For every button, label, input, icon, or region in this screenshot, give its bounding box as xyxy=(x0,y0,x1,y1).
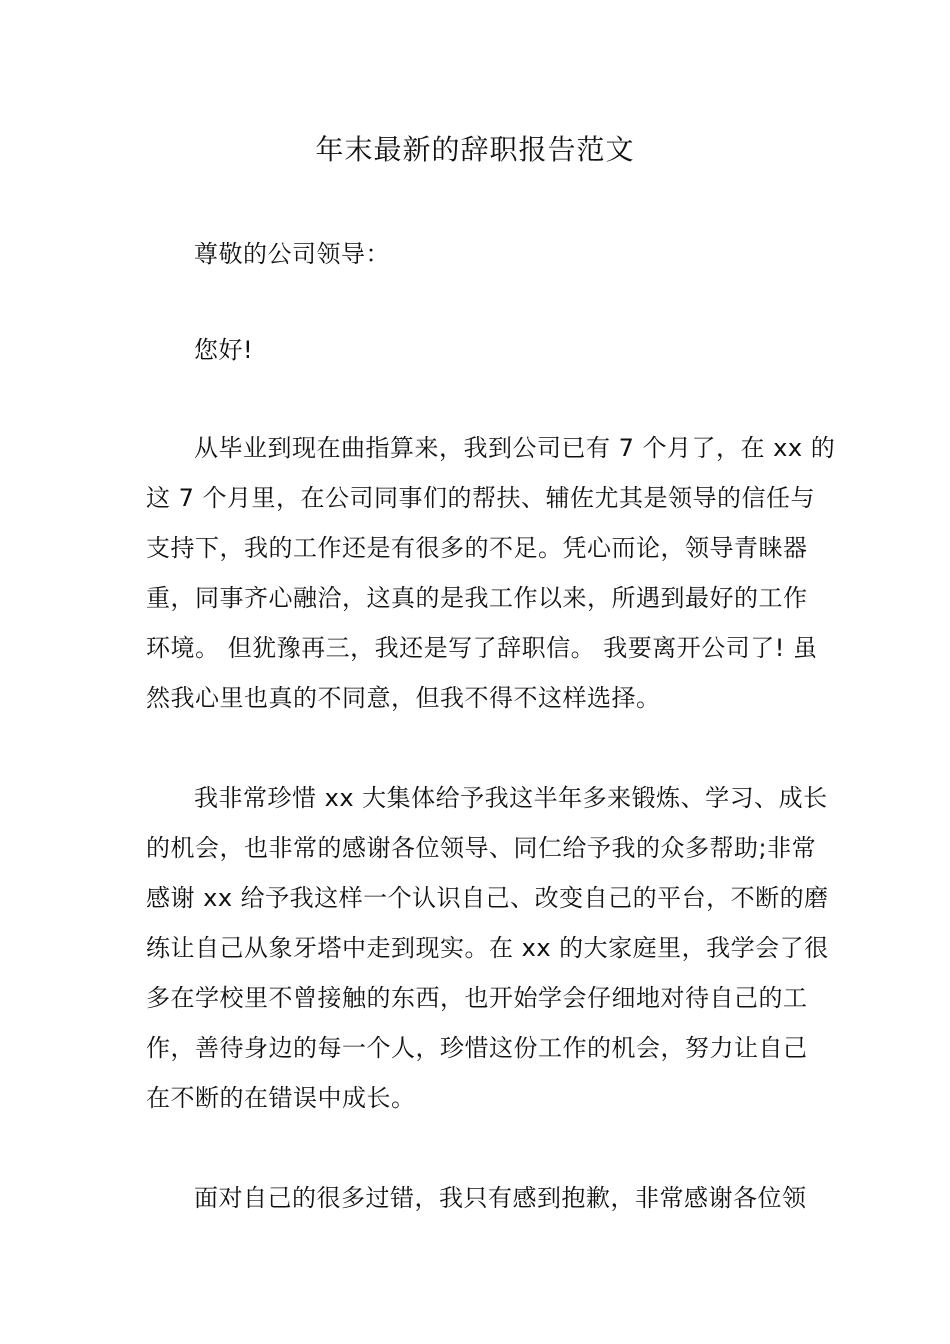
paragraph-2-line: 练让自己从象牙塔中走到现实。在 xx 的大家庭里，我学会了很 xyxy=(146,934,829,962)
paragraph-1-line: 重，同事齐心融洽，这真的是我工作以来，所遇到最好的工作 xyxy=(146,584,808,612)
paragraph-1-line: 从毕业到现在曲指算来，我到公司已有 7 个月了，在 xx 的 xyxy=(194,434,836,462)
paragraph-2-line: 在不断的在错误中成长。 xyxy=(146,1084,416,1112)
paragraph-1-line: 支持下，我的工作还是有很多的不足。凭心而论，领导青睐器 xyxy=(146,534,808,562)
paragraph-1-line: 这 7 个月里，在公司同事们的帮扶、辅佐尤其是领导的信任与 xyxy=(146,484,816,512)
salutation: 尊敬的公司领导： xyxy=(194,240,390,268)
paragraph-2-line: 作，善待身边的每一个人，珍惜这份工作的机会，努力让自己 xyxy=(146,1034,808,1062)
document-title: 年末最新的辞职报告范文 xyxy=(315,133,635,166)
paragraph-3-line: 面对自己的很多过错，我只有感到抱歉，非常感谢各位领 xyxy=(194,1184,807,1212)
paragraph-2-line: 的机会，也非常的感谢各位领导、同仁给予我的众多帮助;非常 xyxy=(146,834,817,862)
paragraph-2-line: 感谢 xx 给予我这样一个认识自己、改变自己的平台，不断的磨 xyxy=(146,884,829,912)
paragraph-1-line: 然我心里也真的不同意，但我不得不这样选择。 xyxy=(146,684,661,712)
greeting: 您好! xyxy=(194,336,254,364)
paragraph-2-line: 多在学校里不曾接触的东西，也开始学会仔细地对待自己的工 xyxy=(146,984,808,1012)
paragraph-1-line: 环境。 但犹豫再三，我还是写了辞职信。 我要离开公司了! 虽 xyxy=(146,634,818,662)
paragraph-2-line: 我非常珍惜 xx 大集体给予我这半年多来锻炼、学习、成长 xyxy=(194,784,828,812)
